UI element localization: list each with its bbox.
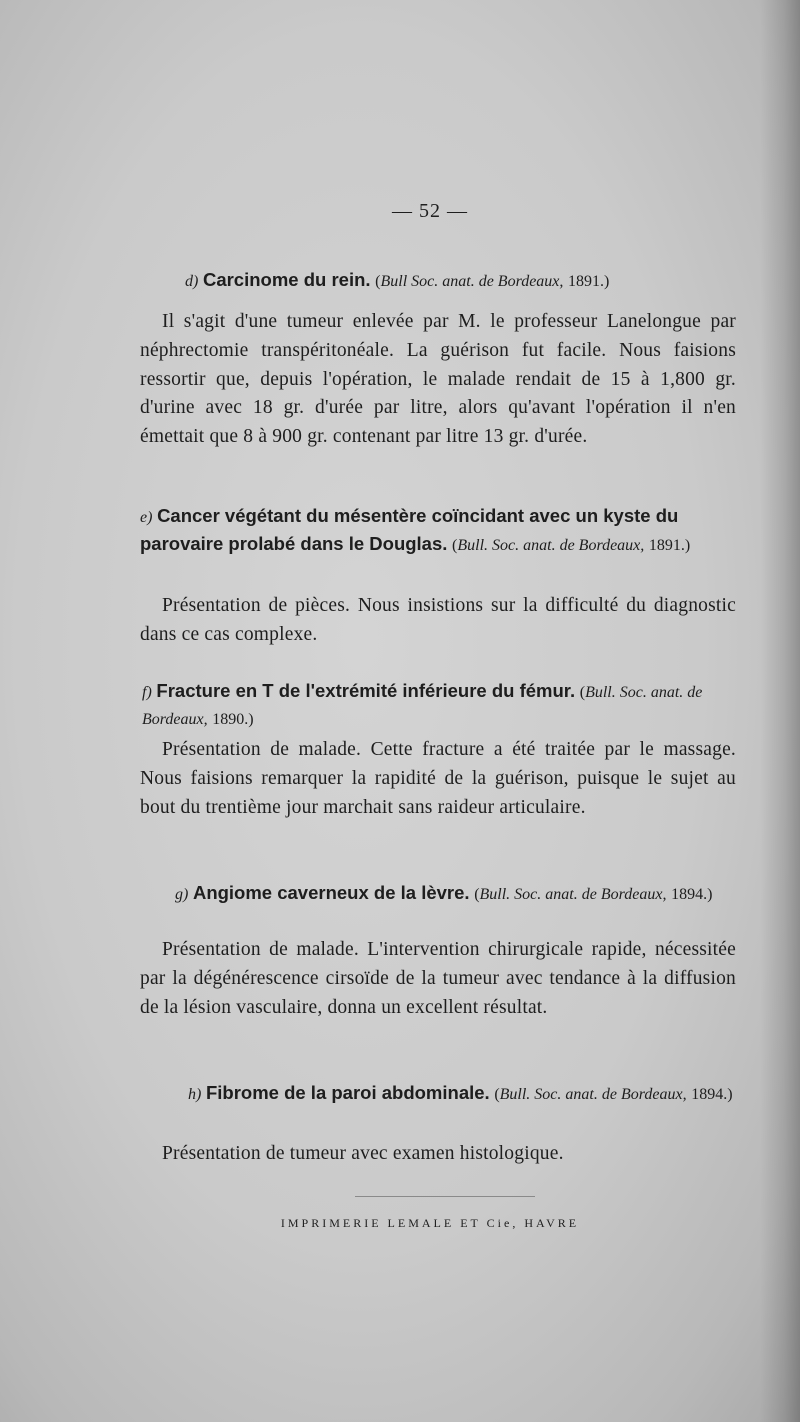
entry-e-ref-year: 1891.): [648, 537, 691, 554]
entry-d-heading: [185, 268, 745, 294]
entry-f-ref-open: (: [579, 684, 586, 701]
entry-h-ref-year: 1894.): [691, 1086, 733, 1103]
entry-f-ref-year: 1890.): [212, 711, 254, 728]
entry-e-heading: [140, 503, 736, 559]
entry-e-letter: e): [140, 509, 153, 526]
entry-h-letter: h): [188, 1086, 202, 1103]
entry-d-ref-open: (: [375, 273, 381, 290]
entry-e-title: Cancer végétant du mésentère coïncidant avec un kyste du parovaire prolabé dans le Douglas.: [140, 505, 679, 554]
entry-d-ref: Bull Soc. anat. de Bordeaux,: [380, 273, 564, 290]
entry-g-title: Angiome caverneux de la lèvre.: [192, 882, 470, 903]
entry-h-text: Présentation de tumeur avec examen histologique.: [162, 1143, 564, 1164]
entry-f-title: Fracture en T de l'extrémité inférieure du fémur.: [156, 680, 576, 701]
entry-g-ref: Bull. Soc. anat. de Bordeaux,: [479, 886, 667, 903]
entry-f-letter: f): [142, 684, 152, 701]
entry-g-ref-year: 1894.): [671, 886, 713, 903]
entry-g-letter: g): [175, 886, 189, 903]
entry-h-title: Fibrome de la paroi abdominale.: [205, 1082, 490, 1103]
entry-g-text: Présentation de malade. L'intervention chirurgicale rapide, nécessitée par la dégénérescence cirsoïde de la tumeur avec tendance à la diffusion de la lésion vasculaire, donna un excellent résultat.: [140, 939, 736, 1018]
entry-e-ref: Bull. Soc. anat. de Bordeaux,: [457, 537, 645, 554]
entry-f-text: Présentation de malade. Cette fracture a été traitée par le massage. Nous faisions remarquer la rapidité de la guérison, puisque le sujet au bout du trentième jour marchait sans raideur articulaire.: [140, 739, 736, 818]
entry-d-ref-year: 1891.): [568, 273, 610, 290]
entry-g-ref-open: (: [474, 886, 480, 903]
entry-d-title: Carcinome du rein.: [202, 269, 371, 290]
printer-imprint: IMPRIMERIE LEMALE ET Cie, HAVRE: [280, 1216, 580, 1230]
entry-f-heading: [142, 678, 738, 733]
entry-e-ref-open: (: [452, 537, 458, 554]
entry-f-ref: Bull. Soc. anat. de Bordeaux,: [142, 684, 703, 728]
imprint-rule: [355, 1196, 535, 1197]
entry-g-heading: [175, 880, 735, 908]
entry-e-text: Présentation de pièces. Nous insistions sur la difficulté du diagnostic dans ce cas complexe.: [140, 595, 736, 645]
entry-d-text: Il s'agit d'une tumeur enlevée par M. le professeur Lanelongue par néphrectomie transpéritonéale. La guérison fut facile. Nous faisions ressortir que, depuis l'opération, le malade rendait de 15 à 1,800 gr. d'urine avec 18 gr. d'urée par litre, alors qu'avant l'opération il n'en émettait que 8 à 900 gr. contenant par litre 13 gr. d'urée.: [140, 311, 736, 448]
entry-h-ref-open: (: [494, 1086, 500, 1103]
page-number: — 52 —: [392, 200, 468, 222]
entry-h-ref: Bull. Soc. anat. de Bordeaux,: [499, 1086, 687, 1103]
entry-h-heading: [188, 1080, 738, 1108]
entry-d-letter: d): [185, 273, 199, 290]
